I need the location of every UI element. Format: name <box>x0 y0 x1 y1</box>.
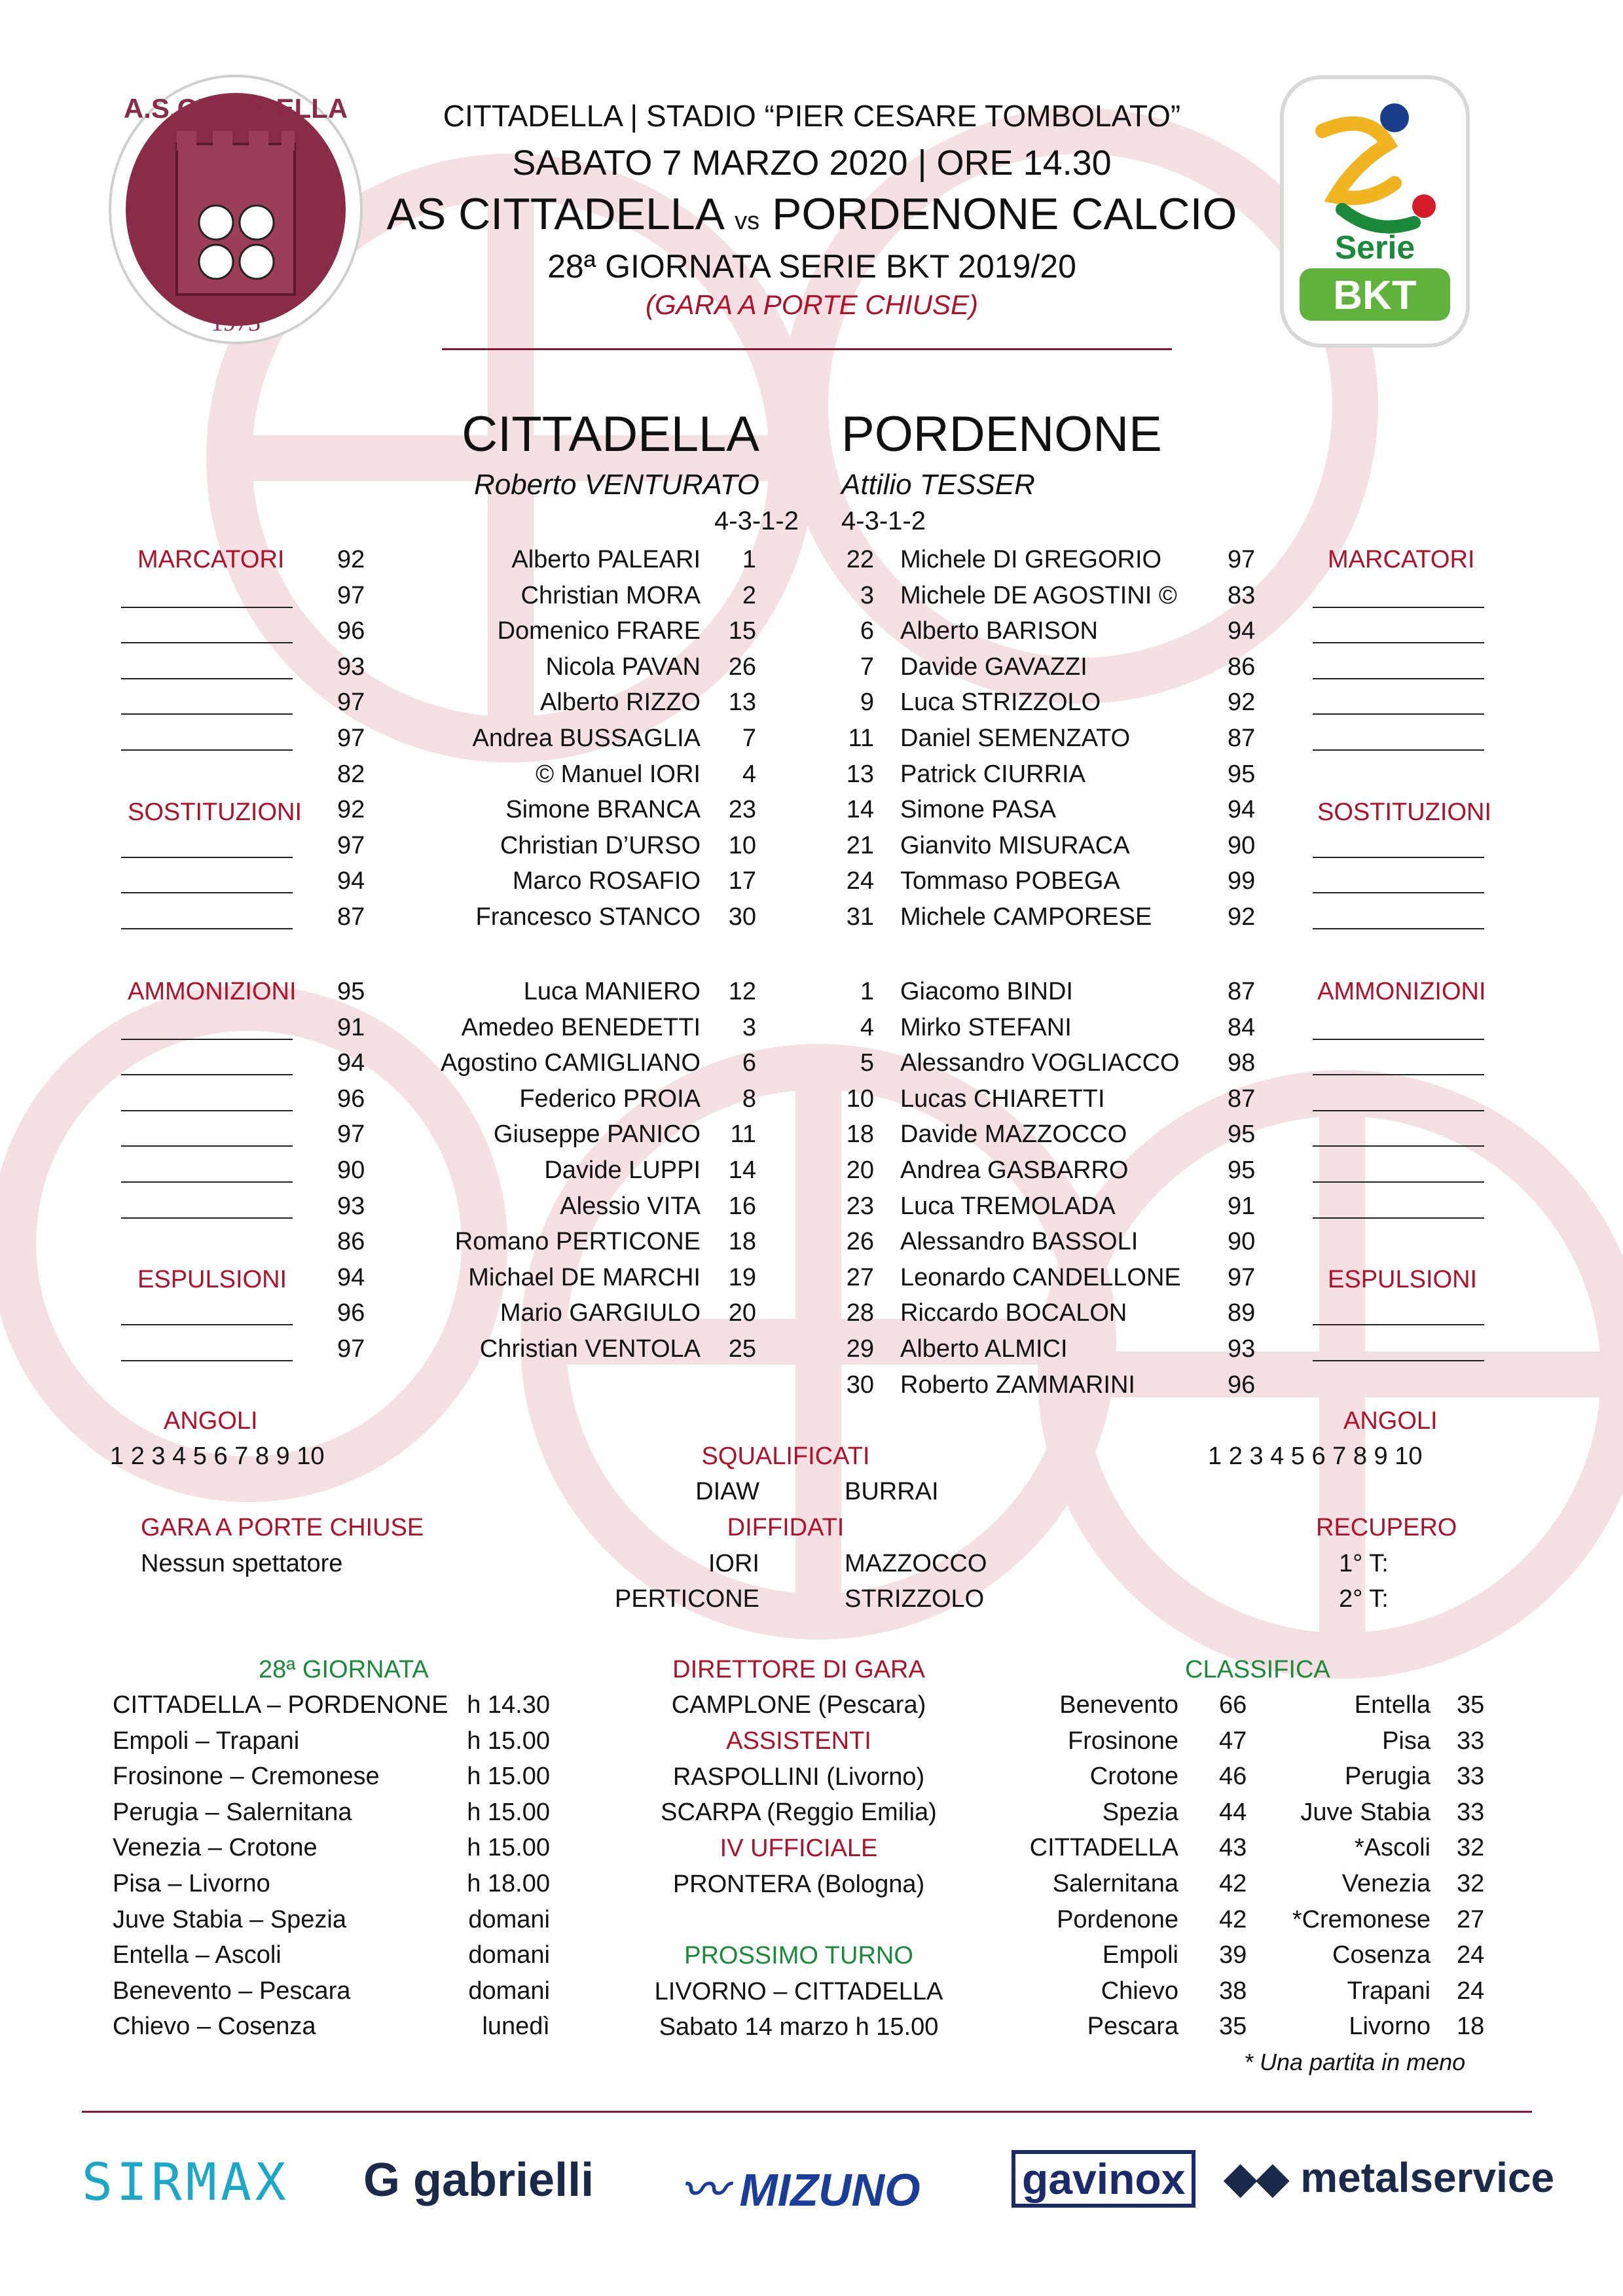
marcatori-label-left: MARCATORI <box>137 546 285 573</box>
away-player-rating: 94 <box>1228 796 1256 824</box>
home-player-rating: 82 <box>337 760 365 788</box>
recupero-label: RECUPERO <box>1316 1514 1457 1541</box>
home-player-number: 30 <box>728 903 756 931</box>
away-sub-name: Giacomo BINDI <box>900 978 1073 1005</box>
classifica-points: 24 <box>1457 1941 1485 1969</box>
ammonizioni-label-left: AMMONIZIONI <box>128 978 297 1005</box>
away-player-rating: 83 <box>1228 581 1256 609</box>
away-player-number: 22 <box>846 546 874 573</box>
away-sub-rating: 90 <box>1228 1228 1256 1256</box>
classifica-points: 35 <box>1219 2013 1247 2041</box>
fill-in-line-left[interactable] <box>121 1050 293 1075</box>
away-sub-rating: 87 <box>1228 978 1256 1005</box>
away-coach: Attilio TESSER <box>841 469 1035 501</box>
home-sub-number: 8 <box>742 1085 756 1113</box>
home-sub-name: Christian VENTOLA <box>479 1335 701 1363</box>
home-player-rating: 92 <box>337 546 365 573</box>
away-player-rating: 94 <box>1228 617 1256 645</box>
metalservice-icon: ◆◆ <box>1224 2154 1301 2201</box>
home-player-number: 13 <box>728 689 756 717</box>
quarto-ufficiale: PRONTERA (Bologna) <box>672 1871 925 1898</box>
away-sub-number: 18 <box>846 1121 874 1149</box>
classifica-team: Benevento <box>1059 1691 1178 1719</box>
away-player-name: Michele DI GREGORIO <box>900 546 1162 573</box>
away-sub-name: Luca TREMOLADA <box>900 1192 1116 1220</box>
home-sub-rating: 91 <box>337 1013 365 1041</box>
home-player-number: 1 <box>742 546 756 573</box>
home-sub-rating: 96 <box>337 1085 365 1113</box>
home-player-name: Christian D’URSO <box>500 831 701 859</box>
away-sub-name: Alessandro VOGLIACCO <box>900 1049 1180 1077</box>
fill-in-line-right[interactable] <box>1313 905 1484 929</box>
classifica-points: 43 <box>1219 1834 1247 1862</box>
angoli-label-left: ANGOLI <box>164 1407 258 1435</box>
mizuno-label: MIZUNO <box>739 2164 921 2215</box>
sponsor-sirmax: SIRMAX <box>82 2153 290 2212</box>
recupero-secondo[interactable]: 2° T: <box>1339 1585 1389 1613</box>
away-sub-name: Leonardo CANDELLONE <box>900 1263 1181 1291</box>
squalificati-home: DIAW <box>695 1478 759 1505</box>
classifica-points: 33 <box>1457 1727 1485 1755</box>
away-player-number: 21 <box>846 831 874 859</box>
away-player-rating: 90 <box>1228 831 1256 859</box>
away-sub-number: 4 <box>860 1013 874 1041</box>
away-sub-rating: 97 <box>1228 1263 1256 1291</box>
home-sub-rating: 94 <box>337 1263 365 1291</box>
fill-in-line-left[interactable] <box>121 726 293 751</box>
away-sub-number: 20 <box>846 1157 874 1184</box>
home-sub-number: 16 <box>728 1192 756 1220</box>
away-player-number: 14 <box>846 796 874 824</box>
away-sub-name: Davide MAZZOCCO <box>900 1121 1127 1149</box>
classifica-points: 18 <box>1457 2013 1485 2041</box>
home-sub-rating: 97 <box>337 1335 365 1363</box>
away-sub-name: Roberto ZAMMARINI <box>900 1371 1135 1399</box>
home-player-name: Francesco STANCO <box>475 903 701 931</box>
away-team-name: PORDENONE <box>841 406 1162 462</box>
fill-in-line-left[interactable] <box>121 1122 293 1147</box>
away-player-name: Simone PASA <box>900 796 1056 824</box>
home-player-name: © Manuel IORI <box>536 760 701 788</box>
fill-in-line-right[interactable] <box>1313 726 1484 751</box>
vs-label: vs <box>735 207 760 235</box>
away-player-number: 31 <box>846 903 874 931</box>
away-player-rating: 95 <box>1228 760 1256 788</box>
prossimo-turno-label: PROSSIMO TURNO <box>684 1942 913 1969</box>
espulsioni-label-right: ESPULSIONI <box>1328 1266 1478 1293</box>
sponsor-mizuno <box>681 2153 921 2219</box>
away-formation: 4-3-1-2 <box>841 507 926 535</box>
away-sub-rating: 91 <box>1228 1192 1256 1220</box>
home-player-name: Alberto PALEARI <box>511 546 701 573</box>
classifica-points: 35 <box>1457 1691 1485 1719</box>
home-player-rating: 97 <box>337 725 365 752</box>
fill-in-line-left[interactable] <box>121 1194 293 1219</box>
classifica-points: 33 <box>1457 1763 1485 1791</box>
home-sub-rating: 95 <box>337 978 365 1005</box>
away-sub-name: Riccardo BOCALON <box>900 1299 1127 1327</box>
classifica-team: Pordenone <box>1057 1905 1178 1933</box>
fill-in-line-right[interactable] <box>1313 690 1484 715</box>
match-title <box>354 188 1270 240</box>
classifica-team: Venezia <box>1341 1870 1431 1897</box>
home-player-name: Simone BRANCA <box>505 796 701 824</box>
away-sub-rating: 87 <box>1228 1085 1256 1113</box>
away-sub-name: Alessandro BASSOLI <box>900 1228 1139 1256</box>
classifica-team: Juve Stabia <box>1300 1798 1431 1826</box>
home-player-rating: 93 <box>337 653 365 681</box>
away-sub-number: 10 <box>846 1085 874 1113</box>
home-player-number: 17 <box>728 867 756 895</box>
classifica-team: Empoli <box>1102 1941 1178 1969</box>
fill-in-line-left[interactable] <box>121 905 293 929</box>
home-sub-name: Romano PERTICONE <box>454 1228 701 1256</box>
classifica-points: 32 <box>1457 1870 1485 1897</box>
match-round: 28ª GIORNATA SERIE BKT 2019/20 <box>547 248 1076 285</box>
home-sub-number: 14 <box>728 1157 756 1184</box>
away-player-rating: 87 <box>1228 725 1256 752</box>
giornata-time: h 15.00 <box>467 1763 550 1791</box>
away-player-name: Michele DE AGOSTINI © <box>900 581 1177 609</box>
away-player-name: Michele CAMPORESE <box>900 903 1152 931</box>
giornata-match: Venezia – Crotone <box>113 1834 318 1862</box>
diffidati-home-2: PERTICONE <box>614 1585 759 1613</box>
away-sub-rating: 96 <box>1228 1371 1256 1399</box>
assistenti-label: ASSISTENTI <box>726 1727 871 1755</box>
league-brand: BKT <box>1333 273 1417 318</box>
classifica-points: 32 <box>1457 1834 1485 1862</box>
gabrielli-label: gabrielli <box>413 2154 594 2206</box>
home-sub-name: Luca MANIERO <box>523 978 701 1005</box>
mizuno-runbird-icon: 〰 <box>681 2164 740 2215</box>
away-player-name: Patrick CIURRIA <box>900 760 1085 788</box>
squalificati-label: SQUALIFICATI <box>701 1443 870 1470</box>
away-title: PORDENONE CALCIO <box>772 189 1237 239</box>
angoli-label-right: ANGOLI <box>1343 1407 1438 1435</box>
home-sub-number: 20 <box>728 1299 756 1327</box>
cittadella-crest-logo <box>105 72 367 347</box>
fill-in-line-left[interactable] <box>121 583 293 608</box>
fill-in-line-right[interactable] <box>1313 655 1484 679</box>
classifica-points: 33 <box>1457 1798 1485 1826</box>
away-player-rating: 99 <box>1228 867 1256 895</box>
fill-in-line-right[interactable] <box>1313 619 1484 643</box>
giornata-match: Pisa – Livorno <box>113 1870 270 1897</box>
classifica-note: * Una partita in meno <box>1244 2049 1466 2075</box>
away-player-number: 13 <box>846 760 874 788</box>
home-sub-rating: 94 <box>337 1049 365 1077</box>
header-divider <box>442 348 1172 350</box>
home-sub-rating: 86 <box>337 1228 365 1256</box>
marcatori-label-right: MARCATORI <box>1328 546 1475 573</box>
away-sub-rating: 98 <box>1228 1049 1256 1077</box>
home-sub-number: 12 <box>728 978 756 1005</box>
home-player-number: 26 <box>728 653 756 681</box>
away-player-number: 11 <box>848 725 874 752</box>
away-sub-number: 30 <box>846 1371 874 1399</box>
home-sub-rating: 96 <box>337 1299 365 1327</box>
direttore-label: DIRETTORE DI GARA <box>672 1656 925 1683</box>
away-player-name: Luca STRIZZOLO <box>900 689 1101 717</box>
away-sub-number: 28 <box>846 1299 874 1327</box>
fill-in-line-left[interactable] <box>121 1158 293 1183</box>
classifica-team: Spezia <box>1102 1798 1178 1826</box>
home-sub-name: Giuseppe PANICO <box>493 1121 701 1149</box>
away-player-rating: 92 <box>1228 903 1256 931</box>
home-sub-name: Agostino CAMIGLIANO <box>440 1049 701 1077</box>
home-sub-name: Federico PROIA <box>519 1085 701 1113</box>
home-player-name: Christian MORA <box>520 581 701 609</box>
metalservice-label: metalservice <box>1300 2154 1555 2201</box>
home-player-rating: 92 <box>337 796 365 824</box>
home-sub-name: Alessio VITA <box>560 1192 701 1220</box>
home-title: AS CITTADELLA <box>386 189 723 239</box>
home-player-rating: 94 <box>337 867 365 895</box>
classifica-team: Entella <box>1354 1691 1431 1719</box>
giornata-time: h 14.30 <box>467 1691 550 1719</box>
ammonizioni-label-right: AMMONIZIONI <box>1317 978 1486 1005</box>
away-sub-number: 5 <box>860 1049 874 1077</box>
fill-in-line-right[interactable] <box>1313 869 1484 893</box>
away-player-name: Davide GAVAZZI <box>900 653 1087 681</box>
fill-in-line-right[interactable] <box>1313 1050 1484 1075</box>
fill-in-line-right[interactable] <box>1313 1300 1484 1325</box>
league-word: Serie <box>1334 229 1415 266</box>
away-sub-number: 27 <box>846 1263 874 1291</box>
classifica-team: Perugia <box>1345 1763 1431 1791</box>
away-sub-rating: 93 <box>1228 1335 1256 1363</box>
away-player-number: 24 <box>846 867 874 895</box>
away-sub-rating: 89 <box>1228 1299 1256 1327</box>
sostituzioni-label-left: SOSTITUZIONI <box>128 798 302 826</box>
giornata-time: h 18.00 <box>467 1870 550 1897</box>
home-player-number: 7 <box>742 725 756 752</box>
fill-in-line-right[interactable] <box>1313 1194 1484 1219</box>
classifica-points: 47 <box>1219 1727 1247 1755</box>
fill-in-line-right[interactable] <box>1313 833 1484 858</box>
classifica-points: 24 <box>1457 1977 1485 2005</box>
fill-in-line-left[interactable] <box>121 1015 293 1040</box>
squalificati-away: BURRAI <box>845 1478 939 1505</box>
away-sub-number: 26 <box>846 1228 874 1256</box>
classifica-team: *Cremonese <box>1292 1905 1431 1933</box>
diffidati-away-1: MAZZOCCO <box>845 1550 987 1577</box>
sponsor-gavinox <box>1012 2150 1195 2208</box>
gabrielli-icon: G <box>363 2154 414 2206</box>
assistente-2: SCARPA (Reggio Emilia) <box>661 1799 937 1826</box>
home-formation: 4-3-1-2 <box>714 507 799 535</box>
angoli-counter-left[interactable]: 1 2 3 4 5 6 7 8 9 10 <box>110 1443 325 1470</box>
home-player-name: Nicola PAVAN <box>545 653 701 681</box>
away-player-number: 6 <box>860 617 874 645</box>
away-sub-number: 23 <box>846 1192 874 1220</box>
classifica-points: 42 <box>1219 1905 1247 1933</box>
home-sub-number: 25 <box>728 1335 756 1363</box>
fill-in-line-right[interactable] <box>1313 1086 1484 1111</box>
home-sub-number: 18 <box>728 1228 756 1256</box>
classifica-team: Livorno <box>1349 2013 1431 2041</box>
classifica-team: Pescara <box>1087 2013 1178 2041</box>
away-sub-name: Andrea GASBARRO <box>900 1157 1129 1184</box>
fill-in-line-left[interactable] <box>121 655 293 679</box>
classifica-team: *Ascoli <box>1354 1834 1431 1862</box>
match-date-time: SABATO 7 MARZO 2020 | ORE 14.30 <box>512 143 1112 183</box>
home-sub-number: 3 <box>742 1013 756 1041</box>
giornata-time: domani <box>468 1905 550 1933</box>
giornata-time: domani <box>468 1941 550 1969</box>
fill-in-line-right[interactable] <box>1313 1336 1484 1361</box>
home-team-name: CITTADELLA <box>462 406 759 462</box>
gara-porte-chiuse-label: GARA A PORTE CHIUSE <box>141 1514 424 1541</box>
direttore-name: CAMPLONE (Pescara) <box>671 1691 926 1719</box>
giornata-time: domani <box>468 1977 550 2005</box>
giornata-match: Chievo – Cosenza <box>113 2013 316 2041</box>
home-player-rating: 87 <box>337 903 365 931</box>
home-player-rating: 96 <box>337 617 365 645</box>
classifica-team: Trapani <box>1347 1977 1431 2005</box>
classifica-points: 39 <box>1219 1941 1247 1969</box>
giornata-match: Juve Stabia – Spezia <box>113 1905 347 1933</box>
away-player-rating: 92 <box>1228 689 1256 717</box>
classifica-title: CLASSIFICA <box>1185 1656 1330 1683</box>
home-sub-name: Mario GARGIULO <box>500 1299 701 1327</box>
home-player-number: 10 <box>728 831 756 859</box>
away-sub-number: 1 <box>860 978 874 1005</box>
serie-bkt-logo <box>1277 72 1473 353</box>
classifica-points: 38 <box>1219 1977 1247 2005</box>
home-sub-number: 11 <box>730 1121 756 1149</box>
away-player-name: Daniel SEMENZATO <box>900 725 1131 752</box>
classifica-team: Salernitana <box>1052 1870 1178 1897</box>
fill-in-line-left[interactable] <box>121 1336 293 1361</box>
home-sub-name: Michael DE MARCHI <box>468 1263 701 1291</box>
giornata-time: h 15.00 <box>467 1798 550 1826</box>
nessun-spettatore: Nessun spettatore <box>141 1550 343 1577</box>
home-player-name: Andrea BUSSAGLIA <box>472 725 701 752</box>
classifica-points: 66 <box>1219 1691 1247 1719</box>
home-player-number: 4 <box>742 760 756 788</box>
giornata-match: CITTADELLA – PORDENONE <box>113 1691 448 1719</box>
angoli-counter-right[interactable]: 1 2 3 4 5 6 7 8 9 10 <box>1208 1443 1423 1470</box>
espulsioni-label-left: ESPULSIONI <box>137 1266 287 1293</box>
classifica-points: 46 <box>1219 1763 1247 1791</box>
classifica-team: CITTADELLA <box>1029 1834 1178 1862</box>
classifica-points: 42 <box>1219 1870 1247 1897</box>
home-player-number: 23 <box>728 796 756 824</box>
away-player-rating: 97 <box>1228 546 1256 573</box>
fill-in-line-left[interactable] <box>121 869 293 893</box>
classifica-points: 44 <box>1219 1798 1247 1826</box>
away-sub-name: Mirko STEFANI <box>900 1013 1072 1041</box>
home-player-rating: 97 <box>337 581 365 609</box>
classifica-points: 27 <box>1457 1905 1485 1933</box>
giornata-match: Empoli – Trapani <box>113 1727 300 1755</box>
fill-in-line-right[interactable] <box>1313 1122 1484 1147</box>
sponsor-metalservice <box>1224 2153 1554 2202</box>
diffidati-label: DIFFIDATI <box>727 1514 845 1541</box>
diffidati-home-1: IORI <box>708 1550 759 1577</box>
match-venue: CITTADELLA | STADIO “PIER CESARE TOMBOLATO” <box>443 99 1181 133</box>
fill-in-line-left[interactable] <box>121 1300 293 1325</box>
away-player-name: Gianvito MISURACA <box>900 831 1130 859</box>
sostituzioni-label-right: SOSTITUZIONI <box>1317 798 1491 826</box>
away-sub-rating: 95 <box>1228 1157 1256 1184</box>
giornata-match: Entella – Ascoli <box>113 1941 282 1969</box>
home-player-number: 15 <box>728 617 756 645</box>
home-player-rating: 97 <box>337 689 365 717</box>
recupero-primo[interactable]: 1° T: <box>1339 1550 1389 1577</box>
fill-in-line-right[interactable] <box>1313 583 1484 608</box>
giornata-time: lunedì <box>482 2013 550 2041</box>
home-sub-name: Davide LUPPI <box>544 1157 701 1184</box>
home-sub-name: Amedeo BENEDETTI <box>461 1013 701 1041</box>
home-player-name: Marco ROSAFIO <box>512 867 701 895</box>
quarto-ufficiale-label: IV UFFICIALE <box>720 1835 878 1862</box>
giornata-title: 28ª GIORNATA <box>259 1656 429 1683</box>
classifica-team: Pisa <box>1382 1727 1431 1755</box>
giornata-match: Benevento – Pescara <box>113 1977 351 2005</box>
gavinox-label: gavinox <box>1022 2155 1186 2203</box>
home-sub-rating: 90 <box>337 1157 365 1184</box>
giornata-time: h 15.00 <box>467 1834 550 1862</box>
crest-text-top: A.S.CITTADELLA <box>123 93 348 124</box>
classifica-team: Crotone <box>1089 1763 1178 1791</box>
home-player-number: 2 <box>742 581 756 609</box>
classifica-team: Chievo <box>1101 1977 1178 2005</box>
away-sub-rating: 95 <box>1228 1121 1256 1149</box>
diffidati-away-2: STRIZZOLO <box>845 1585 985 1613</box>
home-sub-number: 19 <box>728 1263 756 1291</box>
fill-in-line-left[interactable] <box>121 833 293 858</box>
footer-divider <box>82 2111 1532 2113</box>
away-player-number: 7 <box>860 653 874 681</box>
giornata-time: h 15.00 <box>467 1727 550 1755</box>
away-player-number: 3 <box>860 581 874 609</box>
away-sub-rating: 84 <box>1228 1013 1256 1041</box>
away-player-number: 9 <box>860 689 874 717</box>
away-player-name: Tommaso POBEGA <box>900 867 1120 895</box>
home-player-rating: 97 <box>337 831 365 859</box>
home-player-name: Alberto RIZZO <box>540 689 701 717</box>
giornata-match: Perugia – Salernitana <box>113 1798 352 1826</box>
home-sub-rating: 97 <box>337 1121 365 1149</box>
prossimo-turno-date: Sabato 14 marzo h 15.00 <box>659 2013 939 2041</box>
away-player-name: Alberto BARISON <box>900 617 1098 645</box>
giornata-match: Frosinone – Cremonese <box>113 1763 380 1791</box>
sponsor-gabrielli <box>363 2153 594 2207</box>
fill-in-line-right[interactable] <box>1313 1015 1484 1040</box>
home-sub-number: 6 <box>742 1049 756 1077</box>
fill-in-line-left[interactable] <box>121 1086 293 1111</box>
crest-text-year: 1973 <box>211 309 261 336</box>
away-sub-name: Lucas CHIARETTI <box>900 1085 1105 1113</box>
assistente-1: RASPOLLINI (Livorno) <box>672 1763 925 1791</box>
home-sub-rating: 93 <box>337 1192 365 1220</box>
away-sub-number: 29 <box>846 1335 874 1363</box>
closed-doors-note: (GARA A PORTE CHIUSE) <box>646 289 978 320</box>
fill-in-line-left[interactable] <box>121 619 293 643</box>
away-sub-name: Alberto ALMICI <box>900 1335 1068 1363</box>
fill-in-line-right[interactable] <box>1313 1158 1484 1183</box>
home-player-name: Domenico FRARE <box>497 617 701 645</box>
away-player-rating: 86 <box>1228 653 1256 681</box>
fill-in-line-left[interactable] <box>121 690 293 715</box>
classifica-team: Frosinone <box>1068 1727 1178 1755</box>
prossimo-turno-match: LIVORNO – CITTADELLA <box>654 1978 943 2005</box>
home-coach: Roberto VENTURATO <box>473 469 759 501</box>
classifica-team: Cosenza <box>1332 1941 1431 1969</box>
